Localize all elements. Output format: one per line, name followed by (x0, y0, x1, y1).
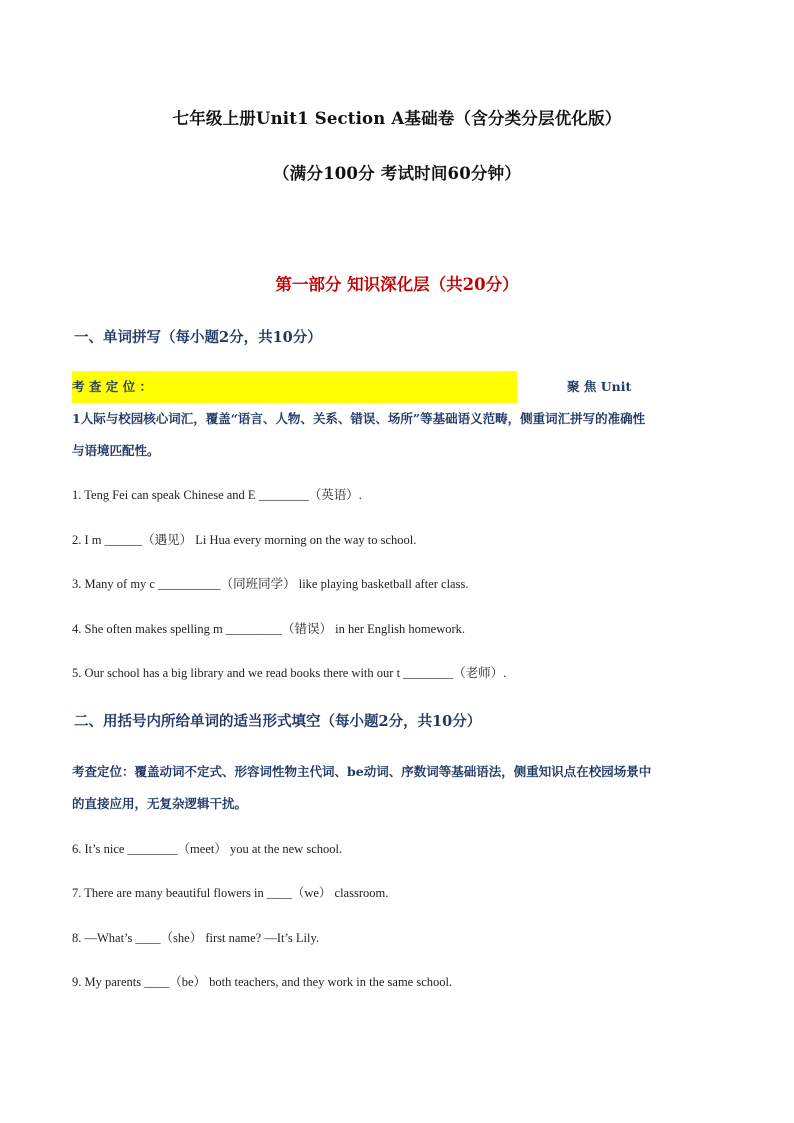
focus-char: ： (139, 379, 153, 394)
highlighted-label (72, 371, 517, 403)
focus-rest (517, 371, 722, 403)
question-4: 4. She often makes spelling m _________（错误） in her English homework. (72, 622, 466, 636)
focus-char: 聚 (567, 379, 580, 394)
focus-char: 查 (88, 379, 102, 394)
focus-line-2: 的直接应用，无复杂逻辑干扰。 (72, 796, 248, 811)
focus-char: 位 (122, 379, 136, 394)
question-3: 3. Many of my c __________（同班同学） like playing basketball after class. (72, 577, 469, 591)
question-1: 1. Teng Fei can speak Chinese and E ________（英语）. (72, 488, 362, 502)
section-1-focus (72, 371, 722, 467)
section-2-heading: 二、用括号内所给单词的适当形式填空（每小题2分，共10分） (74, 713, 482, 730)
question-8: 8. —What’s ____（she） first name? —It’s Lily. (72, 931, 320, 945)
question-5: 5. Our school has a big library and we read books there with our t ________（老师）. (72, 666, 507, 680)
question-2: 2. I m ______（遇见） Li Hua every morning on the way to school. (72, 533, 417, 547)
focus-char: 焦 (583, 379, 597, 394)
focus-line-3: 与语境匹配性。 (72, 443, 160, 458)
focus-char: 定 (105, 379, 119, 394)
section-2-focus (72, 756, 722, 820)
part-heading: 第一部分 知识深化层（共20分） (275, 275, 519, 294)
section-1-heading: 一、单词拼写（每小题2分，共10分） (74, 329, 322, 346)
focus-line-1 (72, 371, 722, 403)
focus-char: Unit (600, 379, 632, 394)
focus-line-1: 考查定位：覆盖动词不定式、形容词性物主代词、be动词、序数词等基础语法，侧重知识点在校园场景中 (72, 764, 652, 779)
exam-subtitle: （满分100分 考试时间60分钟） (272, 164, 522, 183)
question-7: 7. There are many beautiful flowers in ____（we） classroom. (72, 886, 389, 900)
question-9: 9. My parents ____（be） both teachers, and they work in the same school. (72, 975, 453, 989)
focus-char: 考 (72, 379, 85, 394)
question-6: 6. It’s nice ________（meet） you at the new school. (72, 842, 343, 856)
exam-title: 七年级上册Unit1 Section A基础卷（含分类分层优化版） (172, 109, 622, 128)
focus-line-2: 1人际与校园核心词汇，覆盖“语言、人物、关系、错误、场所”等基础语义范畴，侧重词汇拼写的准确性 (72, 411, 646, 426)
